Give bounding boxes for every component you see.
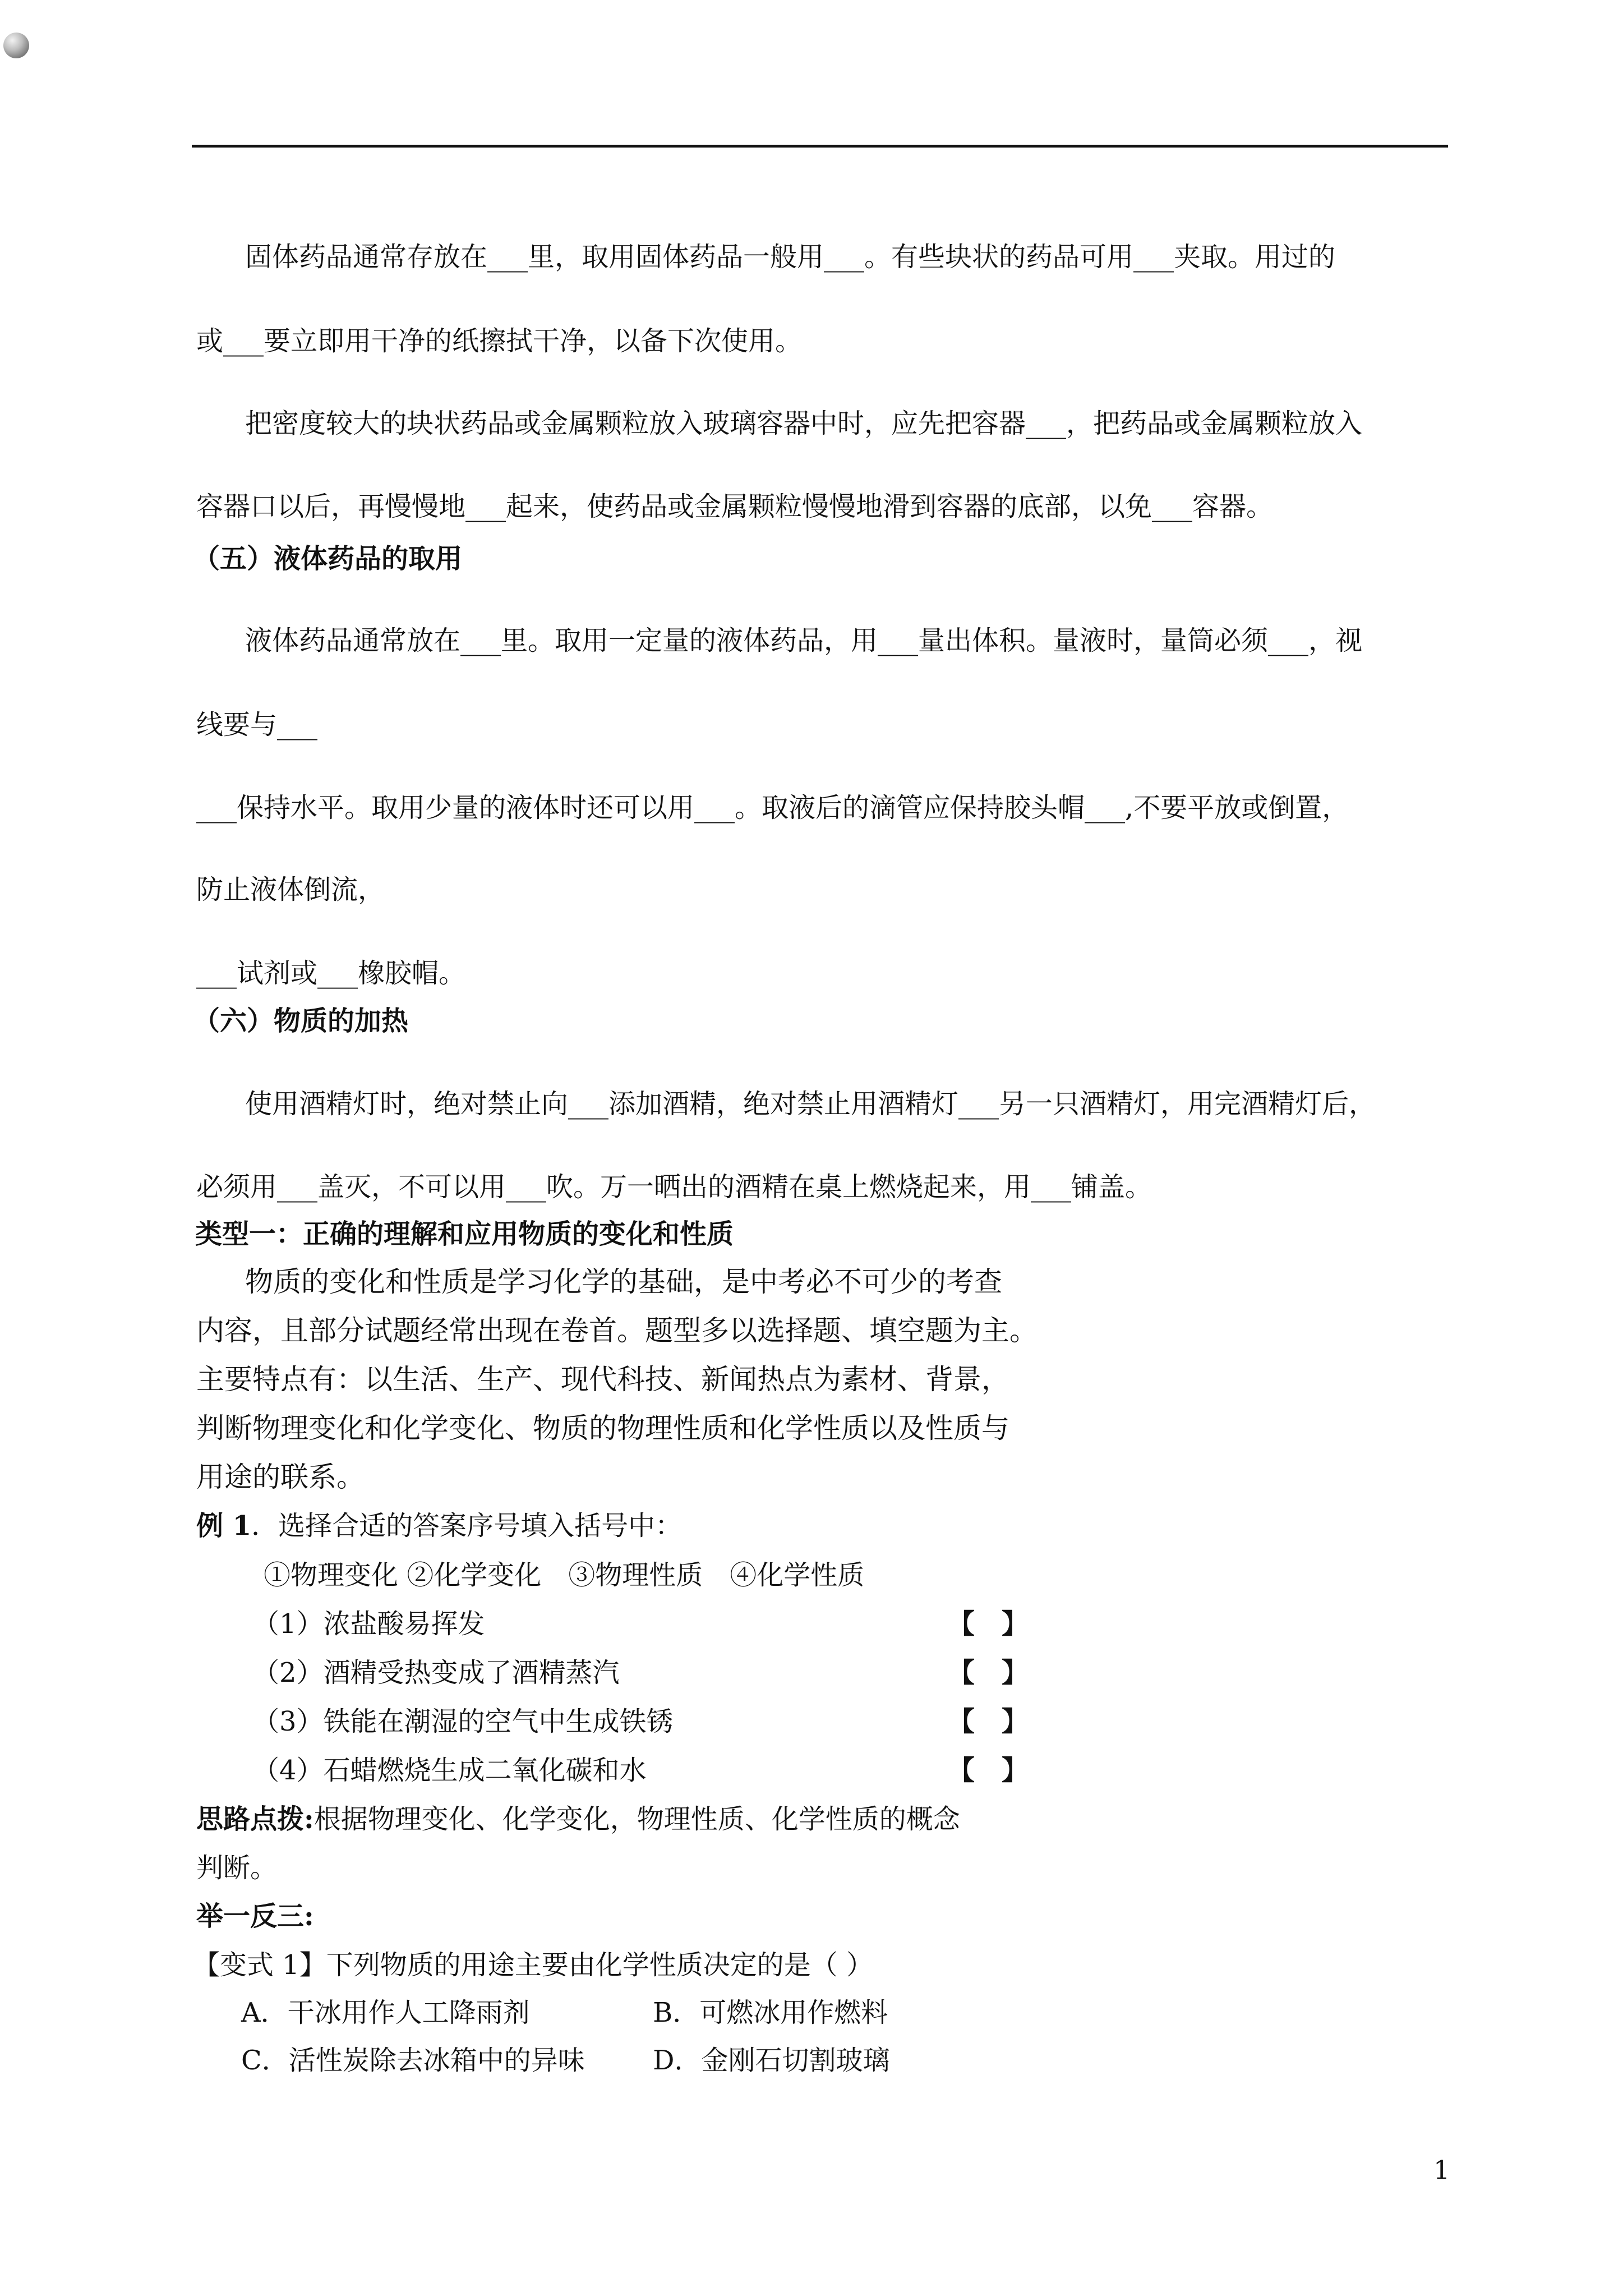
hint-line	[196, 1802, 960, 1836]
choice-b: B．可燃冰用作燃料	[653, 1997, 888, 2028]
answer-bracket: 【 】	[948, 1657, 1029, 1688]
paragraph-line: 容器口以后，再慢慢地___起来，使药品或金属颗粒慢慢地滑到容器的底部，以免___容器。	[196, 491, 1274, 522]
paragraph-line: 主要特点有：以生活、生产、现代科技、新闻热点为素材、背景，	[196, 1363, 1009, 1396]
paragraph-line: 必须用___盖灭，不可以用___吹。万一晒出的酒精在桌上燃烧起来，用___铺盖。	[196, 1171, 1152, 1203]
section-heading: （六）物质的加热	[193, 1005, 409, 1037]
answer-bracket: 【 】	[948, 1755, 1029, 1786]
practice-heading: 举一反三:	[196, 1901, 314, 1932]
paragraph-line: 把密度较大的块状药品或金属颗粒放入玻璃容器中时，应先把容器___，把药品或金属颗粒放入	[245, 408, 1363, 439]
answer-bracket: 【 】	[948, 1706, 1029, 1737]
paragraph-line: 线要与___	[196, 709, 318, 740]
paragraph-line: ___试剂或___橡胶帽。	[196, 958, 466, 989]
paragraph-line: 内容，且部分试题经常出现在卷首。题型多以选择题、填空题为主。	[196, 1314, 1038, 1347]
paragraph-line: 判断物理变化和化学变化、物质的物理性质和化学性质以及性质与	[196, 1412, 1009, 1444]
paragraph-line: 固体药品通常存放在___里，取用固体药品一般用___。有些块状的药品可用___夹取。用过的	[245, 241, 1336, 273]
question-item: （3）铁能在潮湿的空气中生成铁锈	[252, 1706, 674, 1737]
example-heading	[196, 1509, 682, 1543]
paragraph-line: 使用酒精灯时，绝对禁止向___添加酒精，绝对禁止用酒精灯___另一只酒精灯，用完酒精灯后，	[245, 1088, 1376, 1120]
header-rule	[192, 145, 1448, 148]
section-heading: （五）液体药品的取用	[193, 543, 463, 574]
paragraph-line: ___保持水平。取用少量的液体时还可以用___。取液后的滴管应保持胶头帽___,不要平放或倒置，	[196, 792, 1349, 823]
answer-bracket: 【 】	[948, 1608, 1029, 1640]
choice-d: D．金刚石切割玻璃	[653, 2045, 890, 2076]
type-heading: 类型一：正确的理解和应用物质的变化和性质	[195, 1218, 734, 1250]
choice-a: A．干冰用作人工降雨剂	[241, 1997, 530, 2028]
question-item: （4）石蜡燃烧生成二氧化碳和水	[252, 1755, 647, 1786]
paragraph-line: 防止液体倒流，	[196, 874, 385, 905]
hint-label: 思路点拨:	[196, 1803, 314, 1835]
variant-question: 【变式 1】下列物质的用途主要由化学性质决定的是（ ）	[193, 1949, 874, 1981]
example-text: ．选择合适的答案序号填入括号中：	[251, 1510, 683, 1542]
paragraph-line: 或___要立即用干净的纸擦拭干净，以备下次使用。	[196, 325, 803, 357]
choice-c: C．活性炭除去冰箱中的异味	[241, 2045, 585, 2076]
paragraph-line: 用途的联系。	[196, 1461, 365, 1493]
example-label: 例 1	[196, 1510, 252, 1542]
question-item: （1）浓盐酸易挥发	[252, 1608, 485, 1640]
corner-decoration-icon	[3, 33, 29, 58]
example-options: ①物理变化 ②化学变化 ③物理性质 ④化学性质	[264, 1559, 865, 1591]
page-number: 1	[1433, 2155, 1450, 2185]
hint-line: 判断。	[196, 1852, 278, 1884]
hint-text: 根据物理变化、化学变化，物理性质、化学性质的概念	[313, 1803, 960, 1835]
paragraph-line: 液体药品通常放在___里。取用一定量的液体药品，用___量出体积。量液时，量筒必须___，视	[245, 625, 1363, 656]
question-item: （2）酒精受热变成了酒精蒸汽	[252, 1657, 620, 1688]
paragraph-line: 物质的变化和性质是学习化学的基础，是中考必不可少的考查	[245, 1266, 1002, 1298]
